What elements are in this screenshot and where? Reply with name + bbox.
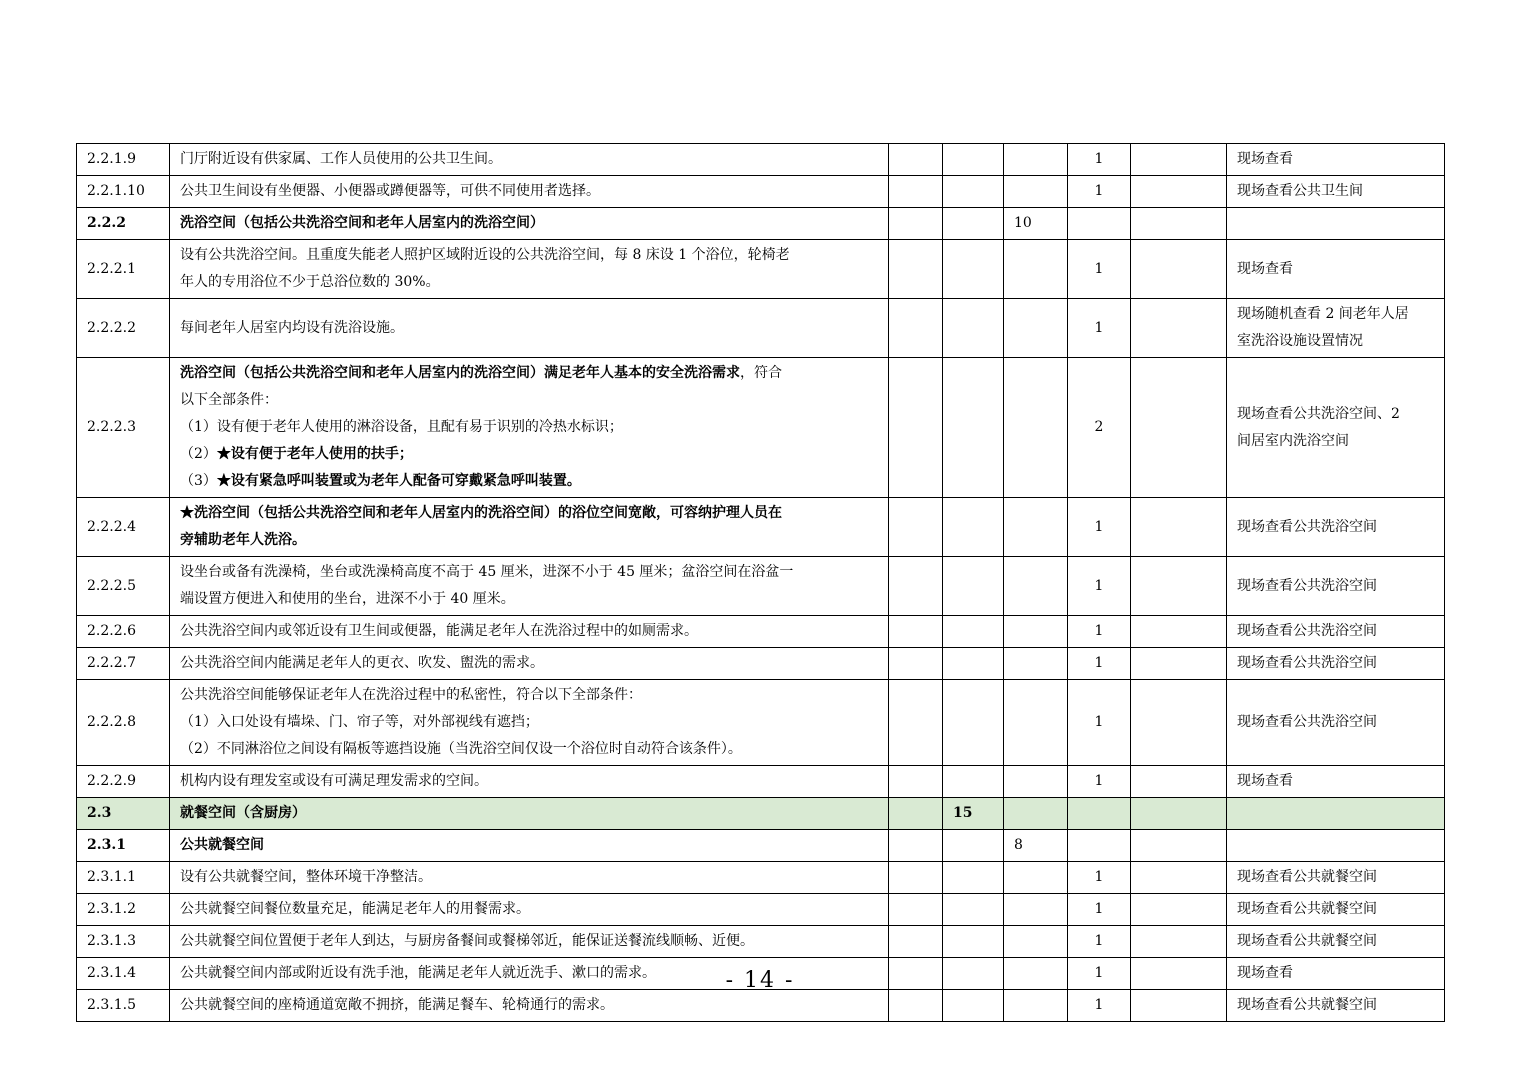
table-row — [77, 176, 1445, 208]
empty-cell — [889, 358, 943, 498]
empty-cell — [889, 176, 943, 208]
subsection-score — [1004, 926, 1068, 958]
content-line — [180, 800, 878, 827]
section-score — [943, 144, 1004, 176]
check-method — [1227, 208, 1445, 240]
empty-cell — [889, 299, 943, 358]
content-line — [180, 414, 878, 441]
content-line — [180, 387, 878, 414]
item-content — [170, 208, 889, 240]
item-score: 1 — [1068, 680, 1131, 766]
empty-cell — [889, 648, 943, 680]
empty-cell — [889, 240, 943, 299]
table-row — [77, 894, 1445, 926]
check-method: 现场查看公共就餐空间 — [1227, 926, 1445, 958]
content-segment: 洗浴空间（包括公共洗浴空间和老年人居室内的洗浴空间） — [180, 215, 544, 231]
empty-cell — [1131, 176, 1227, 208]
table-row — [77, 299, 1445, 358]
item-score: 1 — [1068, 557, 1131, 616]
item-id: 2.3.1.2 — [77, 894, 170, 926]
empty-cell — [1131, 990, 1227, 1022]
section-score — [943, 616, 1004, 648]
item-id: 2.3.1.1 — [77, 862, 170, 894]
content-line — [180, 269, 878, 296]
content-line — [180, 736, 878, 763]
section-score — [943, 680, 1004, 766]
section-score — [943, 176, 1004, 208]
section-score: 15 — [943, 798, 1004, 830]
content-segment: （3） — [180, 473, 217, 489]
item-id: 2.2.2.6 — [77, 616, 170, 648]
item-id: 2.2.1.10 — [77, 176, 170, 208]
content-line — [180, 864, 878, 891]
empty-cell — [1131, 894, 1227, 926]
item-id: 2.2.2.9 — [77, 766, 170, 798]
subsection-score — [1004, 798, 1068, 830]
empty-cell — [889, 144, 943, 176]
empty-cell — [889, 498, 943, 557]
content-segment: 公共就餐空间餐位数量充足，能满足老年人的用餐需求。 — [180, 901, 530, 917]
section-score — [943, 894, 1004, 926]
check-method: 现场查看公共卫生间 — [1227, 176, 1445, 208]
content-line — [180, 210, 878, 237]
content-line — [180, 178, 878, 205]
item-score: 1 — [1068, 766, 1131, 798]
content-line — [180, 500, 878, 527]
content-line — [180, 682, 878, 709]
item-content — [170, 798, 889, 830]
check-method: 现场查看公共就餐空间 — [1227, 862, 1445, 894]
item-score: 1 — [1068, 990, 1131, 1022]
table-row — [77, 240, 1445, 299]
section-score — [943, 498, 1004, 557]
content-line — [180, 146, 878, 173]
item-id: 2.2.2.3 — [77, 358, 170, 498]
item-content — [170, 557, 889, 616]
check-method: 现场查看公共洗浴空间 — [1227, 498, 1445, 557]
item-content — [170, 648, 889, 680]
subsection-score — [1004, 240, 1068, 299]
check-method: 现场查看公共洗浴空间 — [1227, 648, 1445, 680]
item-content — [170, 926, 889, 958]
table-row — [77, 208, 1445, 240]
content-segment: 门厅附近设有供家属、工作人员使用的公共卫生间。 — [180, 151, 502, 167]
item-id: 2.2.2 — [77, 208, 170, 240]
table-row — [77, 990, 1445, 1022]
content-segment: 旁辅助老年人洗浴。 — [180, 532, 306, 548]
content-segment: 设有公共就餐空间，整体环境干净整洁。 — [180, 869, 432, 885]
check-method — [1227, 299, 1445, 358]
subsection-score — [1004, 299, 1068, 358]
subsection-score — [1004, 862, 1068, 894]
table-row — [77, 830, 1445, 862]
subsection-score — [1004, 358, 1068, 498]
item-id: 2.3 — [77, 798, 170, 830]
item-id: 2.2.2.5 — [77, 557, 170, 616]
item-score: 1 — [1068, 926, 1131, 958]
content-segment: （1）设有便于老年人使用的淋浴设备，且配有易于识别的冷热水标识； — [180, 419, 623, 435]
item-score: 1 — [1068, 862, 1131, 894]
content-segment: ★洗浴空间（包括公共洗浴空间和老年人居室内的洗浴空间）的浴位空间宽敞，可容纳护理人员在 — [180, 505, 782, 521]
item-content — [170, 358, 889, 498]
empty-cell — [889, 616, 943, 648]
item-id: 2.2.2.2 — [77, 299, 170, 358]
empty-cell — [889, 208, 943, 240]
empty-cell — [1131, 240, 1227, 299]
method-line: 室洗浴设施设置情况 — [1237, 333, 1363, 349]
item-score — [1068, 830, 1131, 862]
section-score — [943, 926, 1004, 958]
subsection-score — [1004, 766, 1068, 798]
content-segment: 公共卫生间设有坐便器、小便器或蹲便器等，可供不同使用者选择。 — [180, 183, 600, 199]
content-segment: 端设置方便进入和使用的坐台，进深不小于 40 厘米。 — [180, 591, 515, 607]
content-line — [180, 928, 878, 955]
content-segment: 公共洗浴空间内能满足老年人的更衣、吹发、盥洗的需求。 — [180, 655, 544, 671]
subsection-score: 10 — [1004, 208, 1068, 240]
content-line — [180, 992, 878, 1019]
item-content — [170, 176, 889, 208]
method-line: 现场查看公共洗浴空间、2 — [1237, 405, 1400, 422]
item-score: 1 — [1068, 176, 1131, 208]
item-content — [170, 498, 889, 557]
method-line: 现场随机查看 2 间老年人居 — [1237, 306, 1409, 322]
section-score — [943, 557, 1004, 616]
table-row — [77, 798, 1445, 830]
subsection-score — [1004, 616, 1068, 648]
empty-cell — [889, 798, 943, 830]
item-content — [170, 894, 889, 926]
subsection-score — [1004, 648, 1068, 680]
check-method: 现场查看 — [1227, 144, 1445, 176]
evaluation-table — [76, 143, 1445, 1022]
check-method: 现场查看 — [1227, 240, 1445, 299]
content-line — [180, 896, 878, 923]
item-content — [170, 766, 889, 798]
check-method: 现场查看 — [1227, 766, 1445, 798]
content-line — [180, 650, 878, 677]
content-segment: 设有公共洗浴空间。且重度失能老人照护区域附近设的公共洗浴空间，每 8 床设 1 个浴位，轮椅老 — [180, 247, 790, 263]
empty-cell — [889, 766, 943, 798]
empty-cell — [889, 830, 943, 862]
item-id: 2.2.2.7 — [77, 648, 170, 680]
item-score — [1068, 208, 1131, 240]
content-segment: ★设有紧急呼叫装置或为老年人配备可穿戴紧急呼叫装置。 — [216, 473, 581, 489]
page-number: - 14 - — [725, 968, 795, 993]
content-segment: 公共洗浴空间能够保证老年人在洗浴过程中的私密性，符合以下全部条件： — [180, 687, 642, 703]
subsection-score — [1004, 680, 1068, 766]
table-row — [77, 680, 1445, 766]
subsection-score — [1004, 176, 1068, 208]
check-method: 现场查看公共洗浴空间 — [1227, 680, 1445, 766]
table-row — [77, 358, 1445, 498]
subsection-score — [1004, 498, 1068, 557]
content-segment: （2） — [180, 446, 217, 462]
content-line — [180, 586, 878, 613]
item-content — [170, 830, 889, 862]
item-score: 1 — [1068, 894, 1131, 926]
item-content — [170, 990, 889, 1022]
content-segment: 公共洗浴空间内或邻近设有卫生间或便器，能满足老年人在洗浴过程中的如厕需求。 — [180, 623, 698, 639]
method-line: 间居室内洗浴空间 — [1237, 432, 1349, 449]
content-segment: （2）不同淋浴位之间设有隔板等遮挡设施（当洗浴空间仅设一个浴位时自动符合该条件）。 — [180, 741, 742, 757]
section-score — [943, 990, 1004, 1022]
content-line — [180, 559, 878, 586]
check-method — [1227, 830, 1445, 862]
content-segment: ★设有便于老年人使用的扶手； — [216, 446, 413, 462]
empty-cell — [1131, 680, 1227, 766]
subsection-score: 8 — [1004, 830, 1068, 862]
check-method: 现场查看 — [1227, 958, 1445, 990]
subsection-score — [1004, 557, 1068, 616]
content-line — [180, 441, 878, 468]
empty-cell — [889, 557, 943, 616]
item-id: 2.3.1.5 — [77, 990, 170, 1022]
section-score — [943, 830, 1004, 862]
empty-cell — [1131, 648, 1227, 680]
section-score — [943, 240, 1004, 299]
content-segment: 机构内设有理发室或设有可满足理发需求的空间。 — [180, 773, 488, 789]
content-segment: 公共就餐空间内部或附近设有洗手池，能满足老年人就近洗手、漱口的需求。 — [180, 965, 656, 981]
section-score — [943, 208, 1004, 240]
table-row — [77, 557, 1445, 616]
content-segment: 洗浴空间（包括公共洗浴空间和老年人居室内的洗浴空间）满足老年人基本的安全洗浴需求 — [180, 365, 740, 381]
content-segment: 每间老年人居室内均设有洗浴设施。 — [180, 319, 404, 336]
item-id: 2.2.2.8 — [77, 680, 170, 766]
empty-cell — [889, 926, 943, 958]
item-content — [170, 299, 889, 358]
content-segment: 公共就餐空间 — [180, 837, 264, 853]
content-line — [180, 768, 878, 795]
check-method — [1227, 798, 1445, 830]
content-line — [180, 242, 878, 269]
item-id: 2.2.2.1 — [77, 240, 170, 299]
item-score: 2 — [1068, 358, 1131, 498]
content-line — [180, 468, 878, 495]
item-id: 2.3.1.3 — [77, 926, 170, 958]
section-score — [943, 358, 1004, 498]
content-segment: 以下全部条件： — [180, 392, 278, 408]
item-score: 1 — [1068, 648, 1131, 680]
item-id: 2.3.1.4 — [77, 958, 170, 990]
content-segment: 设坐台或备有洗澡椅，坐台或洗澡椅高度不高于 45 厘米，进深不小于 45 厘米；盆浴空间在浴盆一 — [180, 564, 794, 580]
content-segment: ，符合 — [740, 365, 782, 381]
table-row — [77, 862, 1445, 894]
content-segment: 就餐空间（含厨房） — [180, 805, 306, 821]
content-segment: 公共就餐空间的座椅通道宽敞不拥挤，能满足餐车、轮椅通行的需求。 — [180, 997, 614, 1013]
empty-cell — [1131, 299, 1227, 358]
empty-cell — [889, 990, 943, 1022]
subsection-score — [1004, 144, 1068, 176]
empty-cell — [1131, 358, 1227, 498]
subsection-score — [1004, 894, 1068, 926]
item-content — [170, 144, 889, 176]
check-method: 现场查看公共就餐空间 — [1227, 990, 1445, 1022]
item-content — [170, 862, 889, 894]
content-line — [180, 709, 878, 736]
item-score: 1 — [1068, 958, 1131, 990]
item-content — [170, 240, 889, 299]
item-score: 1 — [1068, 144, 1131, 176]
empty-cell — [1131, 557, 1227, 616]
table-row — [77, 648, 1445, 680]
check-method — [1227, 358, 1445, 498]
table-row — [77, 926, 1445, 958]
item-score: 1 — [1068, 498, 1131, 557]
section-score — [943, 862, 1004, 894]
check-method: 现场查看公共洗浴空间 — [1227, 616, 1445, 648]
item-id: 2.2.1.9 — [77, 144, 170, 176]
empty-cell — [1131, 616, 1227, 648]
section-score — [943, 766, 1004, 798]
empty-cell — [1131, 798, 1227, 830]
empty-cell — [1131, 862, 1227, 894]
section-score — [943, 299, 1004, 358]
empty-cell — [889, 680, 943, 766]
empty-cell — [889, 862, 943, 894]
item-score — [1068, 798, 1131, 830]
item-id: 2.3.1 — [77, 830, 170, 862]
item-score: 1 — [1068, 616, 1131, 648]
item-content — [170, 616, 889, 648]
empty-cell — [1131, 830, 1227, 862]
table-row — [77, 766, 1445, 798]
empty-cell — [1131, 498, 1227, 557]
table-row — [77, 616, 1445, 648]
content-segment: 公共就餐空间位置便于老年人到达，与厨房备餐间或餐梯邻近，能保证送餐流线顺畅、近便。 — [180, 933, 754, 949]
empty-cell — [1131, 766, 1227, 798]
empty-cell — [1131, 926, 1227, 958]
table-row — [77, 144, 1445, 176]
subsection-score — [1004, 990, 1068, 1022]
content-segment: （1）入口处设有墙垛、门、帘子等，对外部视线有遮挡； — [180, 714, 539, 730]
content-segment: 年人的专用浴位不少于总浴位数的 30%。 — [180, 274, 440, 290]
content-line — [180, 832, 878, 859]
check-method: 现场查看公共就餐空间 — [1227, 894, 1445, 926]
empty-cell — [889, 894, 943, 926]
item-content — [170, 680, 889, 766]
item-score: 1 — [1068, 240, 1131, 299]
empty-cell — [1131, 208, 1227, 240]
item-score: 1 — [1068, 299, 1131, 358]
check-method: 现场查看公共洗浴空间 — [1227, 557, 1445, 616]
empty-cell — [1131, 144, 1227, 176]
item-id: 2.2.2.4 — [77, 498, 170, 557]
content-line — [180, 315, 878, 342]
section-score — [943, 648, 1004, 680]
content-line — [180, 360, 878, 387]
content-line — [180, 527, 878, 554]
table-row — [77, 498, 1445, 557]
content-line — [180, 618, 878, 645]
